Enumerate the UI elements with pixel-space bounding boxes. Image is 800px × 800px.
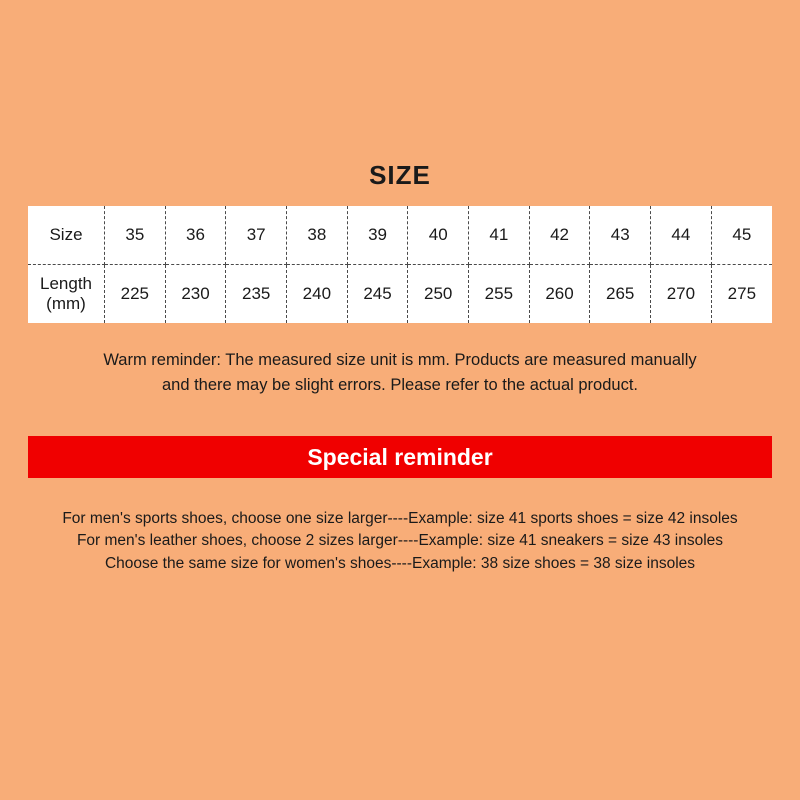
table-cell-size: 45 [711,206,772,265]
special-reminder-banner [28,436,772,478]
sizing-advice-line-3: Choose the same size for women's shoes----Example: 38 size shoes = 38 size insoles [104,554,696,572]
row-header-length [28,265,105,324]
size-table-container [28,206,772,323]
table-cell-size: 41 [469,206,530,265]
table-cell-size: 35 [105,206,166,265]
table-cell-length: 230 [165,265,226,324]
table-cell-size: 36 [165,206,226,265]
table-cell-length: 270 [651,265,712,324]
table-cell-size: 43 [590,206,651,265]
row-header-size-label: Size [49,225,83,245]
page-title: SIZE [369,160,431,190]
table-cell-length: 265 [590,265,651,324]
table-row-size [28,206,772,265]
table-cell-length: 235 [226,265,287,324]
table-cell-size: 44 [651,206,712,265]
table-cell-size: 42 [529,206,590,265]
table-row-length [28,265,772,324]
sizing-advice-line-2: For men's leather shoes, choose 2 sizes larger----Example: size 41 sneakers = size 43 insoles [76,532,724,550]
table-cell-length: 275 [727,284,757,303]
table-cell-size: 37 [226,206,287,265]
table-cell-size: 39 [347,206,408,265]
table-cell-length: 240 [287,265,348,324]
table-cell-size: 38 [287,206,348,265]
size-table [28,206,772,323]
measurement-note-line-1: Warm reminder: The measured size unit is mm. Products are measured manually [103,351,697,369]
row-header-size [28,206,105,265]
special-reminder-label: Special reminder [307,443,493,470]
table-cell-size: 40 [408,206,469,265]
measurement-note [30,348,770,398]
table-cell-length: 250 [408,265,469,324]
table-cell-length: 245 [347,265,408,324]
table-cell-length: 260 [529,265,590,324]
row-header-length-unit: (mm) [46,294,86,313]
table-cell-length: 225 [105,265,166,324]
row-header-length-label: Length [40,274,92,294]
sizing-advice-line-1: For men's sports shoes, choose one size larger----Example: size 41 sports shoes = size 42 insoles [62,510,738,527]
sizing-advice [18,508,782,575]
measurement-note-line-2: and there may be slight errors. Please refer to the actual product. [161,375,638,394]
table-cell-length: 255 [469,265,530,324]
